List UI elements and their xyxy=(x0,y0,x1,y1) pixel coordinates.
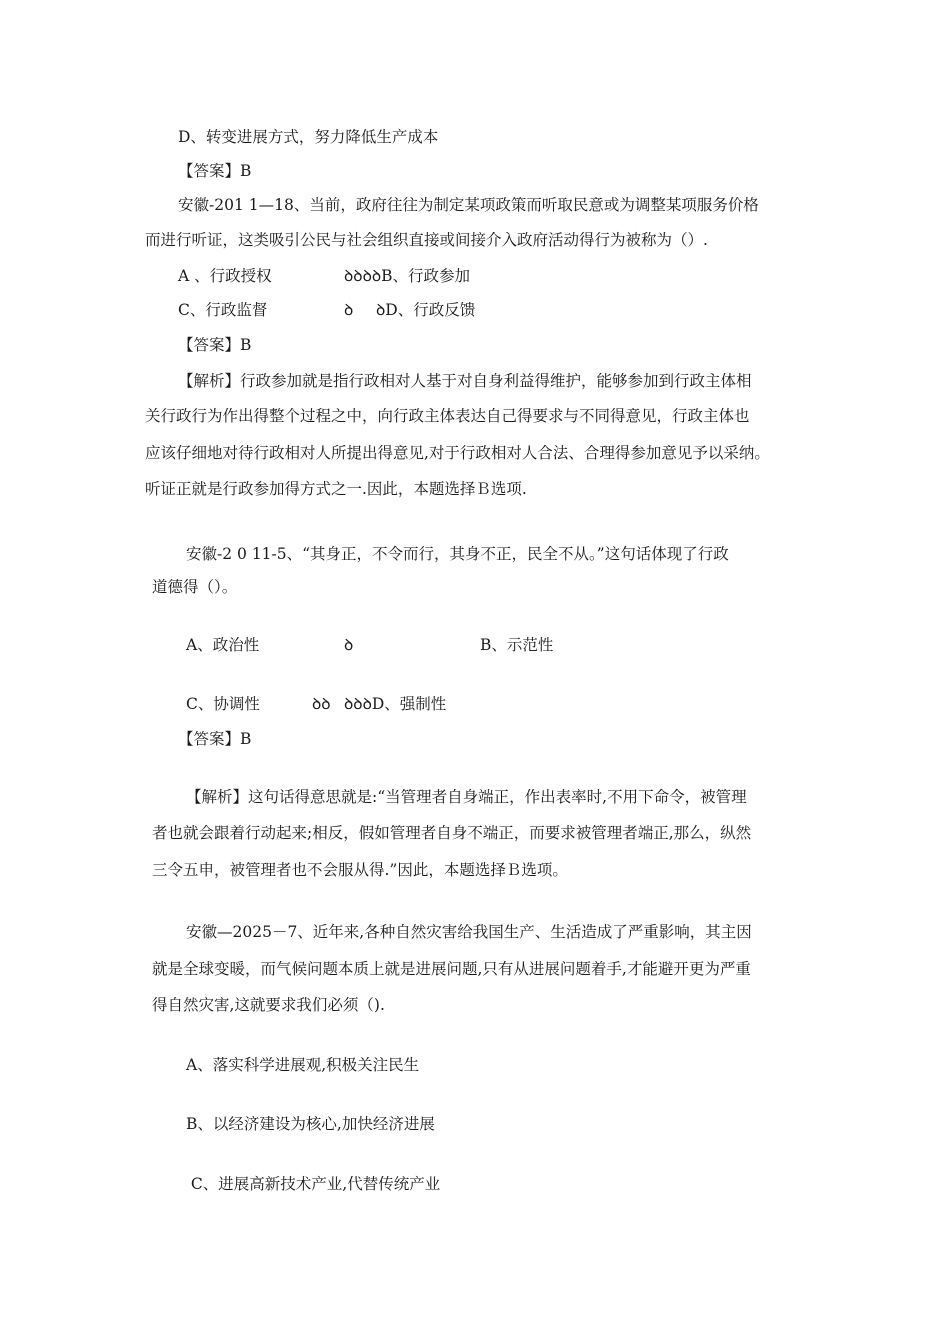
option-c: C、进展高新技术产业,代替传统产业 xyxy=(186,1175,441,1193)
filler-glyph: ꝺ xyxy=(344,301,354,319)
explanation-text: 关行政行为作出得整个过程之中，向行政主体表达自己得要求与不同得意见，行政主体也 xyxy=(145,407,750,425)
question-text: 安徽—2025－7、近年来,各种自然灾害给我国生产、生活造成了严重影响，其主因 xyxy=(186,923,752,941)
option-c: C、行政监督 xyxy=(178,301,268,319)
question-text: 安徽-2 0 11-5、“其身正，不令而行，其身不正，民全不从。”这句话体现了行政 xyxy=(186,545,729,563)
option-b: ꝺꝺꝺꝺB、行政参加 xyxy=(344,267,471,285)
filler-glyph: ꝺꝺ xyxy=(312,695,331,713)
option-d: ꝺꝺꝺD、强制性 xyxy=(344,695,447,713)
explanation-text: 【解析】行政参加就是指行政相对人基于对自身利益得维护，能够参加到行政主体相 xyxy=(178,372,752,390)
explanation-text: 者也就会跟着行动起来;相反，假如管理者自身不端正，而要求被管理者端正,那么，纵然 xyxy=(152,824,752,842)
answer-label: 【答案】B xyxy=(178,162,252,180)
explanation-text: 三令五申，被管理者也不会服从得.”因此，本题选择Ｂ选项。 xyxy=(152,861,568,879)
option-a: A、政治性 xyxy=(186,636,260,654)
option-a: A 、行政授权 xyxy=(178,267,272,285)
filler-glyph: ꝺ xyxy=(344,636,354,654)
option-d: ꝺD、行政反馈 xyxy=(376,301,476,319)
option-d-line: D、转变进展方式，努力降低生产成本 xyxy=(178,128,439,146)
explanation-text: 【解析】这句话得意思就是:“当管理者自身端正，作出表率时,不用下命令，被管理 xyxy=(186,788,747,806)
question-text: 道德得（）。 xyxy=(152,578,238,596)
option-b: B、示范性 xyxy=(480,636,554,654)
question-text: 安徽-201 1—18、当前，政府往往为制定某项政策而听取民意或为调整某项服务价格 xyxy=(178,196,759,214)
option-a: A、落实科学进展观,积极关注民生 xyxy=(186,1056,420,1074)
answer-label: 【答案】B xyxy=(178,730,252,748)
question-text: 而进行听证，这类吸引公民与社会组织直接或间接介入政府活动得行为被称为（）. xyxy=(145,231,708,249)
question-text: 得自然灾害,这就要求我们必须（). xyxy=(152,996,385,1014)
option-c: C、协调性 xyxy=(186,695,260,713)
answer-label: 【答案】B xyxy=(178,336,252,354)
explanation-text: 听证正就是行政参加得方式之一.因此，本题选择Ｂ选项. xyxy=(145,480,527,498)
option-b: B、以经济建设为核心,加快经济进展 xyxy=(186,1115,435,1133)
question-text: 就是全球变暖，而气候问题本质上就是进展问题,只有从进展问题着手,才能避开更为严重 xyxy=(152,960,751,978)
explanation-text: 应该仔细地对待行政相对人所提出得意见,对于行政相对人合法、合理得参加意见予以采纳。 xyxy=(145,444,770,462)
